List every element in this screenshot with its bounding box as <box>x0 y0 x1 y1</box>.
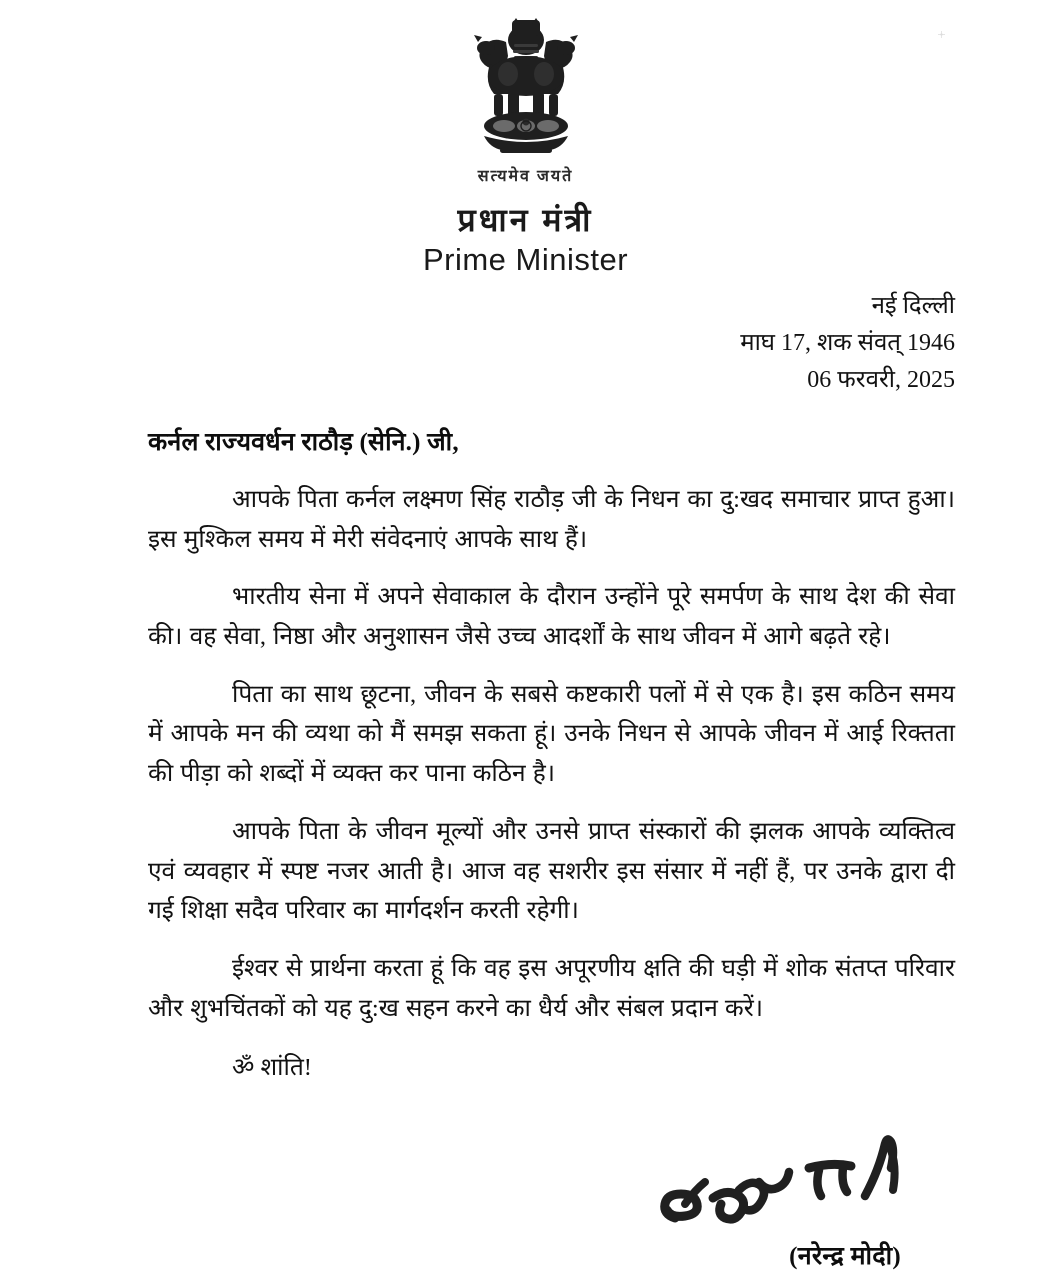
title-english: Prime Minister <box>422 241 629 277</box>
emblem-header <box>0 14 1051 186</box>
paragraph-3: पिता का साथ छूटना, जीवन के सबसे कष्टकारी पलों में से एक है। इस कठिन समय में आपके मन की व्यथा को मैं समझ सकता हूं। उनके निधन से आपके जीवन में आई रिक्तता की पीड़ा को शब्दों में व्यक्त कर पाना कठिन है। <box>148 680 955 788</box>
narendra-modi-signature-icon <box>641 1132 941 1242</box>
paragraph-1: आपके पिता कर्नल लक्ष्मण सिंह राठौड़ जी के निधन का दु:खद समाचार प्राप्त हुआ। इस मुश्किल समय में मेरी संवेदनाएं आपके साथ हैं। <box>148 486 955 553</box>
emblem-motto: सत्यमेव जयते <box>477 168 574 185</box>
signature-block <box>515 1132 955 1272</box>
paragraph-4: आपके पिता के जीवन मूल्यों और उनसे प्राप्त संस्कारों की झलक आपके व्यक्तित्व एवं व्यवहार में स्पष्ट नजर आती है। आज वह सशरीर इस संसार में नहीं हैं, पर उनके द्वारा दी गई शिक्षा सदैव परिवार का मार्गदर्शन करती रहेगी। <box>148 817 955 925</box>
state-emblem-of-india-icon <box>460 14 592 162</box>
title-hindi: प्रधान मंत्री <box>457 202 594 238</box>
paragraph-5: ईश्वर से प्रार्थना करता हूं कि वह इस अपूरणीय क्षति की घड़ी में शोक संतप्त परिवार और शुभचिंतकों को यह दु:ख सहन करने का धैर्य और संबल प्रदान करें। <box>148 954 955 1022</box>
letterhead-title <box>0 203 1051 280</box>
dateline-gregorian-date: 06 फरवरी, 2025 <box>807 367 955 394</box>
dateline-vikram-date: माघ 17, शक संवत् 1946 <box>740 330 955 357</box>
signature-printed-name: (नरेन्द्र मोदी) <box>789 1243 901 1270</box>
salutation: कर्नल राज्यवर्धन राठौड़ (सेनि.) जी, <box>148 429 459 456</box>
dateline <box>740 288 955 400</box>
dateline-place: नई दिल्ली <box>871 293 955 319</box>
closing-invocation: ॐ शांति! <box>232 1054 312 1082</box>
letter-body <box>148 424 955 1088</box>
paragraph-2: भारतीय सेना में अपने सेवाकाल के दौरान उन्होंने पूरे समर्पण के साथ देश की सेवा की। वह सेवा, निष्ठा और अनुशासन जैसे उच्च आदर्शों के साथ जीवन में आगे बढ़ते रहे। <box>148 583 955 651</box>
